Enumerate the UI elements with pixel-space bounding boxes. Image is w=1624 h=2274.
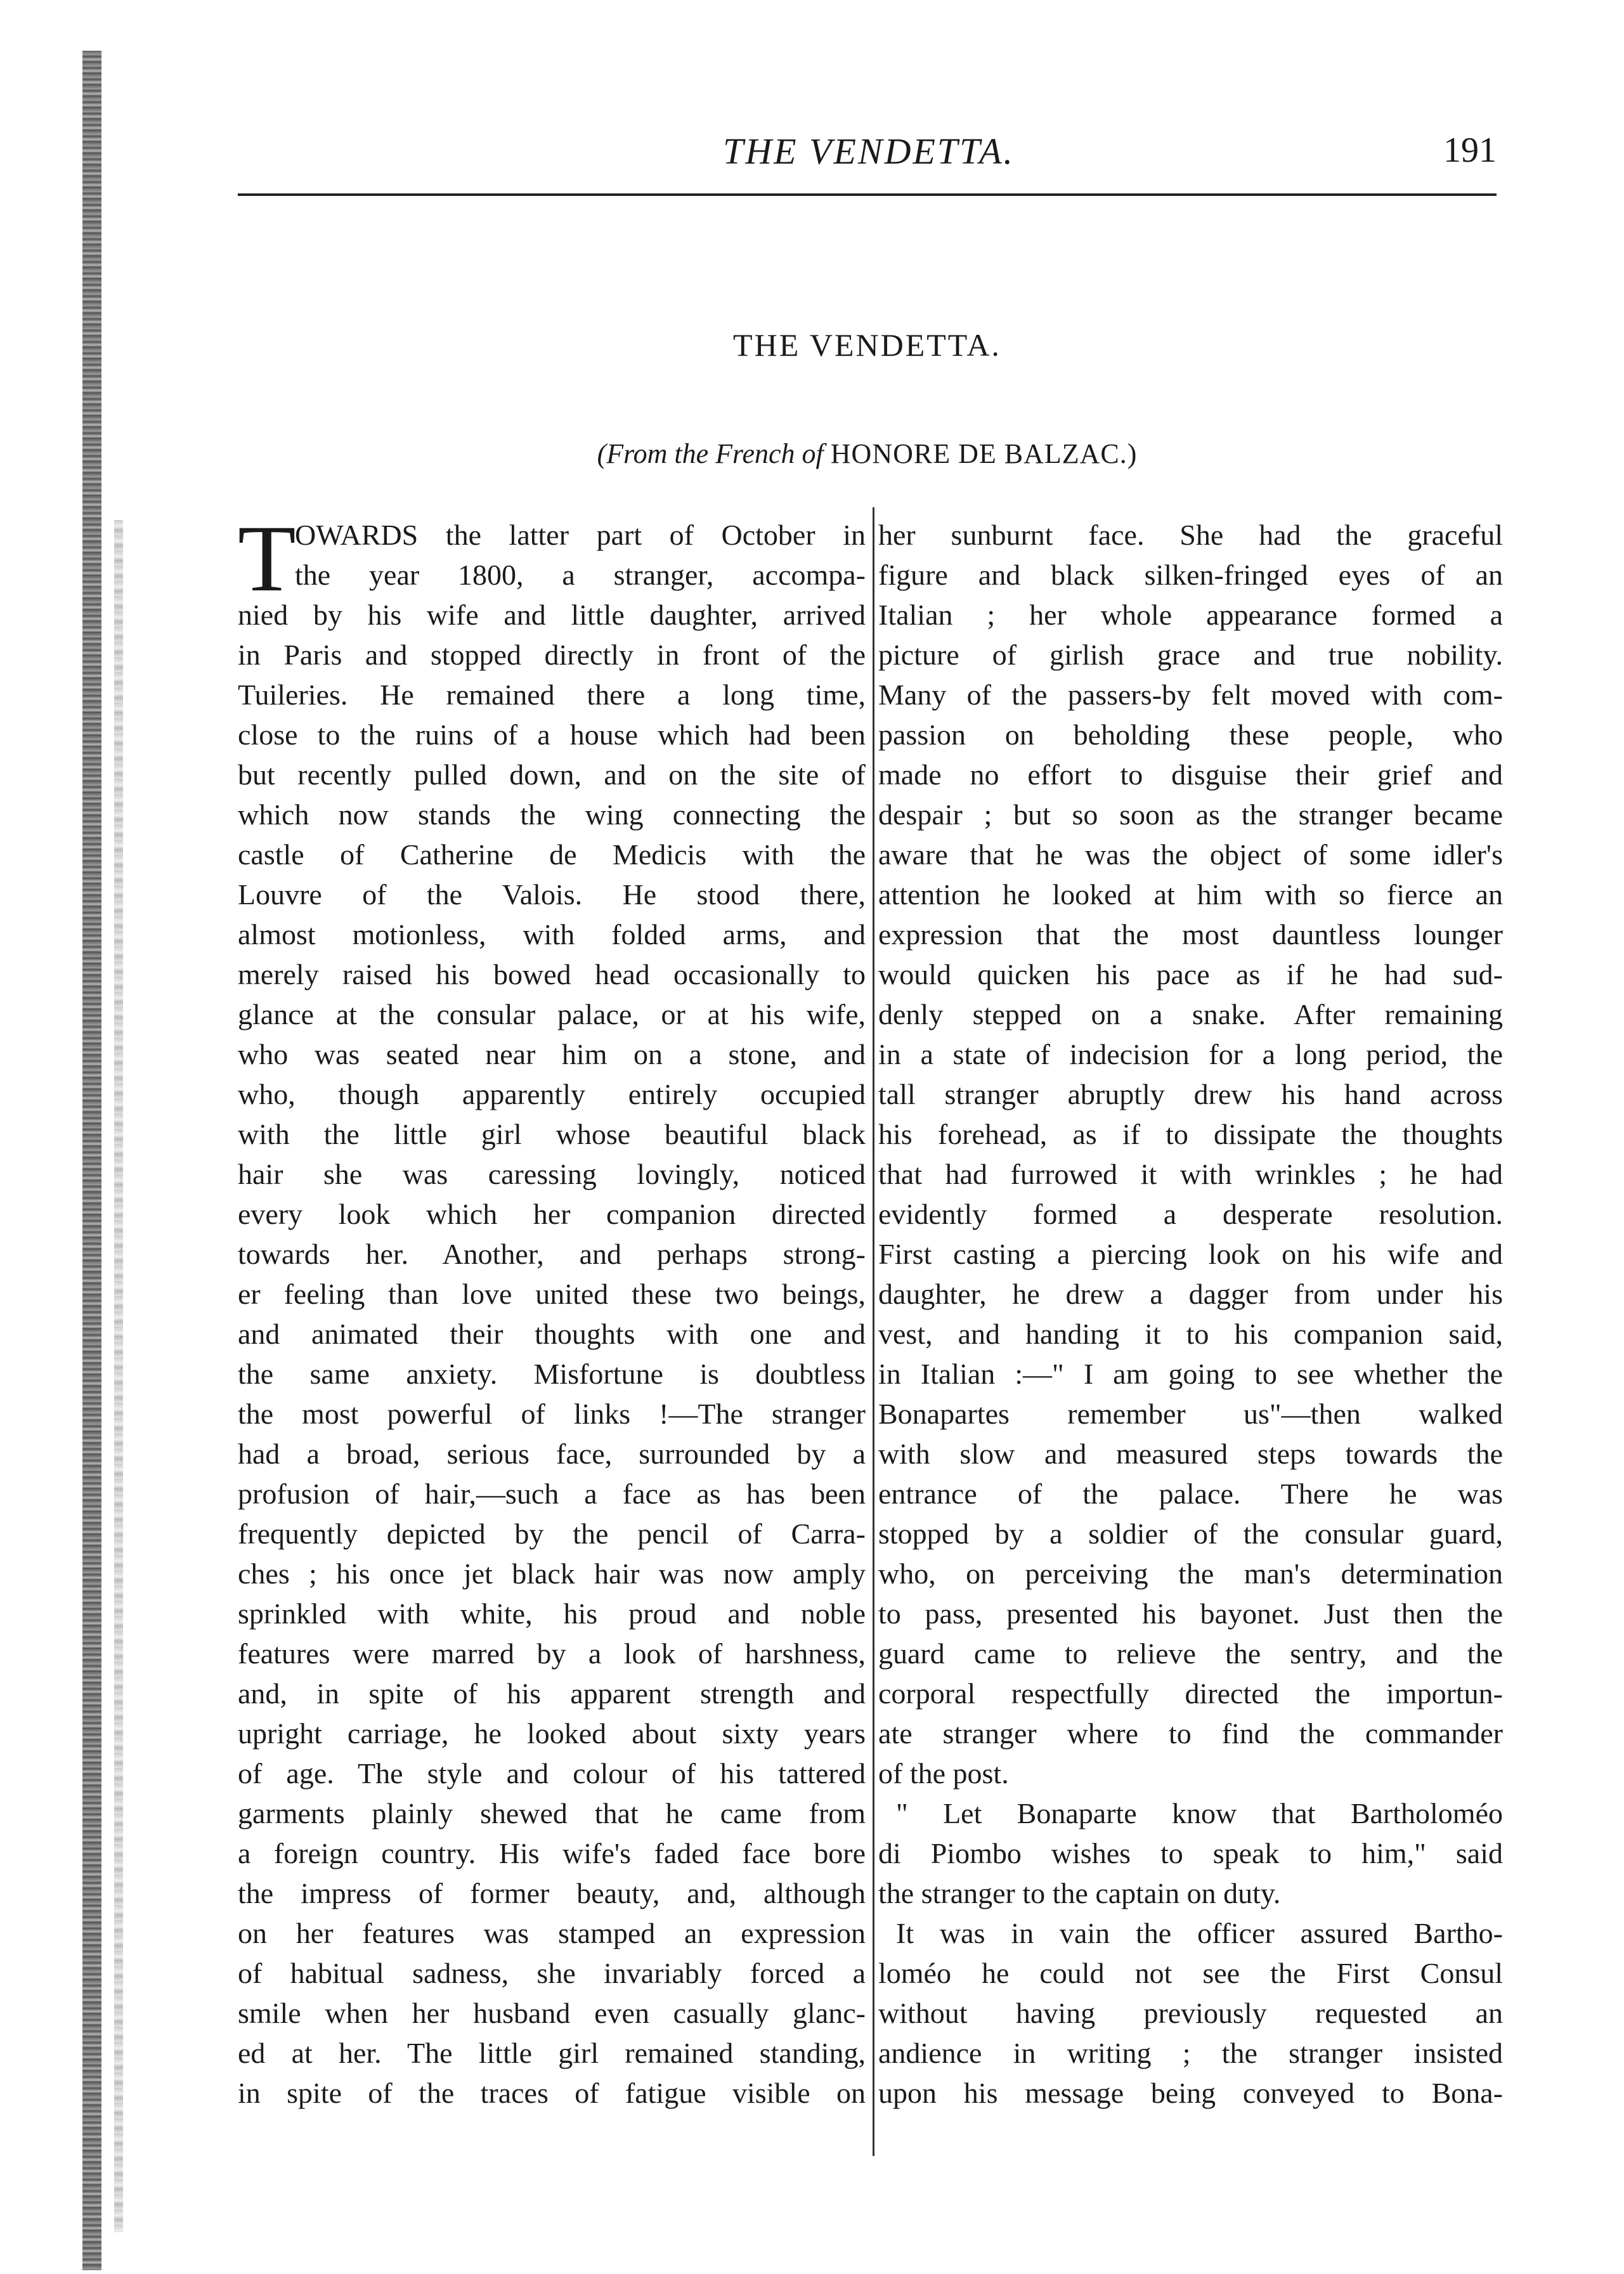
text-line: would quicken his pace as if he had sud-: [878, 958, 1503, 991]
text-line: a foreign country. His wife's faded face bore: [238, 1837, 866, 1869]
text-line: towards her. Another, and perhaps strong-: [238, 1238, 866, 1270]
running-head: [0, 130, 1624, 181]
text-line: and animated their thoughts with one and: [238, 1318, 866, 1350]
text-line: garments plainly shewed that he came from: [238, 1797, 866, 1829]
attribution: [238, 438, 1497, 470]
text-line: smile when her husband even casually glanc-: [238, 1997, 866, 2029]
text-line: First casting a piercing look on his wife and: [878, 1238, 1503, 1270]
text-line: who, on perceiving the man's determination: [878, 1557, 1503, 1590]
text-line: merely raised his bowed head occasionally to: [238, 958, 866, 991]
text-line: figure and black silken-fringed eyes of an: [878, 559, 1503, 591]
text-line: evidently formed a desperate resolution.: [878, 1198, 1503, 1230]
page-number: 191: [1443, 131, 1497, 170]
binding-shadow: [114, 520, 123, 2232]
text-line: in Italian :—" I am going to see whether the: [878, 1358, 1503, 1390]
attribution-prefix: (From the French of: [597, 438, 824, 469]
text-line: andience in writing ; the stranger insisted: [878, 2037, 1503, 2069]
text-line: features were marred by a look of harshness,: [238, 1637, 866, 1670]
text-line: in a state of indecision for a long period, the: [878, 1038, 1503, 1070]
text-line: sprinkled with white, his proud and noble: [238, 1597, 866, 1630]
text-line: attention he looked at him with so fierce an: [878, 878, 1503, 911]
left-column: [238, 506, 866, 2113]
text-line: every look which her companion directed: [238, 1198, 866, 1230]
text-line: Louvre of the Valois. He stood there,: [238, 878, 866, 911]
text-line: of age. The style and colour of his tattered: [238, 1757, 866, 1790]
text-line: but recently pulled down, and on the site of: [238, 758, 866, 791]
text-line: ate stranger where to find the commander: [878, 1717, 1503, 1750]
running-title: THE VENDETTA.: [722, 131, 1015, 172]
text-line: Tuileries. He remained there a long time,: [238, 679, 866, 711]
text-line: ed at her. The little girl remained standing,: [238, 2037, 866, 2069]
text-line: Bonapartes remember us"—then walked: [878, 1398, 1503, 1430]
text-line: the impress of former beauty, and, although: [238, 1877, 866, 1909]
attribution-author: HONORE DE BALZAC.): [830, 438, 1138, 469]
text-line: glance at the consular palace, or at his wife,: [238, 998, 866, 1030]
text-line: castle of Catherine de Medicis with the: [238, 838, 866, 871]
text-line: with the little girl whose beautiful black: [238, 1118, 866, 1150]
text-line: the year 1800, a stranger, accompa-: [295, 559, 866, 591]
text-line: his forehead, as if to dissipate the thoughts: [878, 1118, 1503, 1150]
text-line: almost motionless, with folded arms, and: [238, 918, 866, 951]
text-line: had a broad, serious face, surrounded by a: [238, 1438, 866, 1470]
text-line: despair ; but so soon as the stranger became: [878, 798, 1503, 831]
text-line: to pass, presented his bayonet. Just then the: [878, 1597, 1503, 1630]
text-line: in Paris and stopped directly in front of the: [238, 639, 866, 671]
text-line: on her features was stamped an expression: [238, 1917, 866, 1949]
text-line: close to the ruins of a house which had been: [238, 718, 866, 751]
text-line: " Let Bonaparte know that Bartholoméo: [896, 1797, 1503, 1829]
drop-cap: T: [238, 506, 296, 611]
text-line: entrance of the palace. There he was: [878, 1478, 1503, 1510]
text-line: expression that the most dauntless lounger: [878, 918, 1503, 951]
text-line: guard came to relieve the sentry, and the: [878, 1637, 1503, 1670]
text-line: the most powerful of links !—The stranger: [238, 1398, 866, 1430]
text-line: of habitual sadness, she invariably forced a: [238, 1957, 866, 1989]
text-line: loméo he could not see the First Consul: [878, 1957, 1503, 1989]
text-line: OWARDS the latter part of October in: [295, 519, 866, 551]
text-line: corporal respectfully directed the importun-: [878, 1677, 1503, 1710]
text-line: in spite of the traces of fatigue visible on: [238, 2077, 866, 2109]
text-line: Italian ; her whole appearance formed a: [878, 599, 1503, 631]
text-line: upright carriage, he looked about sixty years: [238, 1717, 866, 1750]
binding-edge: [82, 51, 101, 2270]
right-column: [878, 515, 1503, 2113]
text-line: which now stands the wing connecting the: [238, 798, 866, 831]
text-line: It was in vain the officer assured Bartho-: [896, 1917, 1503, 1949]
text-line: of the post.: [878, 1757, 1009, 1790]
column-rule: [873, 507, 874, 2156]
text-line: that had furrowed it with wrinkles ; he had: [878, 1158, 1503, 1190]
text-line: who, though apparently entirely occupied: [238, 1078, 866, 1110]
text-line: frequently depicted by the pencil of Carra-: [238, 1517, 866, 1550]
text-line: er feeling than love united these two beings,: [238, 1278, 866, 1310]
text-line: picture of girlish grace and true nobility.: [878, 639, 1503, 671]
text-line: upon his message being conveyed to Bona-: [878, 2077, 1503, 2109]
text-line: who was seated near him on a stone, and: [238, 1038, 866, 1070]
text-line: aware that he was the object of some idler's: [878, 838, 1503, 871]
text-line: the same anxiety. Misfortune is doubtless: [238, 1358, 866, 1390]
header-rule: [238, 193, 1497, 196]
text-line: Many of the passers-by felt moved with com-: [878, 679, 1503, 711]
text-line: tall stranger abruptly drew his hand across: [878, 1078, 1503, 1110]
text-line: di Piombo wishes to speak to him," said: [878, 1837, 1503, 1869]
text-line: and, in spite of his apparent strength and: [238, 1677, 866, 1710]
text-line: passion on beholding these people, who: [878, 718, 1503, 751]
text-line: denly stepped on a snake. After remaining: [878, 998, 1503, 1030]
text-line: ches ; his once jet black hair was now amply: [238, 1557, 866, 1590]
text-line: with slow and measured steps towards the: [878, 1438, 1503, 1470]
text-line: vest, and handing it to his companion said,: [878, 1318, 1503, 1350]
text-line: nied by his wife and little daughter, arrived: [238, 599, 866, 631]
text-line: made no effort to disguise their grief and: [878, 758, 1503, 791]
text-line: hair she was caressing lovingly, noticed: [238, 1158, 866, 1190]
text-line: profusion of hair,—such a face as has been: [238, 1478, 866, 1510]
text-line: her sunburnt face. She had the graceful: [878, 519, 1503, 551]
text-line: stopped by a soldier of the consular guard,: [878, 1517, 1503, 1550]
article-title: THE VENDETTA.: [733, 327, 1001, 363]
text-line: without having previously requested an: [878, 1997, 1503, 2029]
text-line: daughter, he drew a dagger from under his: [878, 1278, 1503, 1310]
text-line: the stranger to the captain on duty.: [878, 1877, 1281, 1909]
